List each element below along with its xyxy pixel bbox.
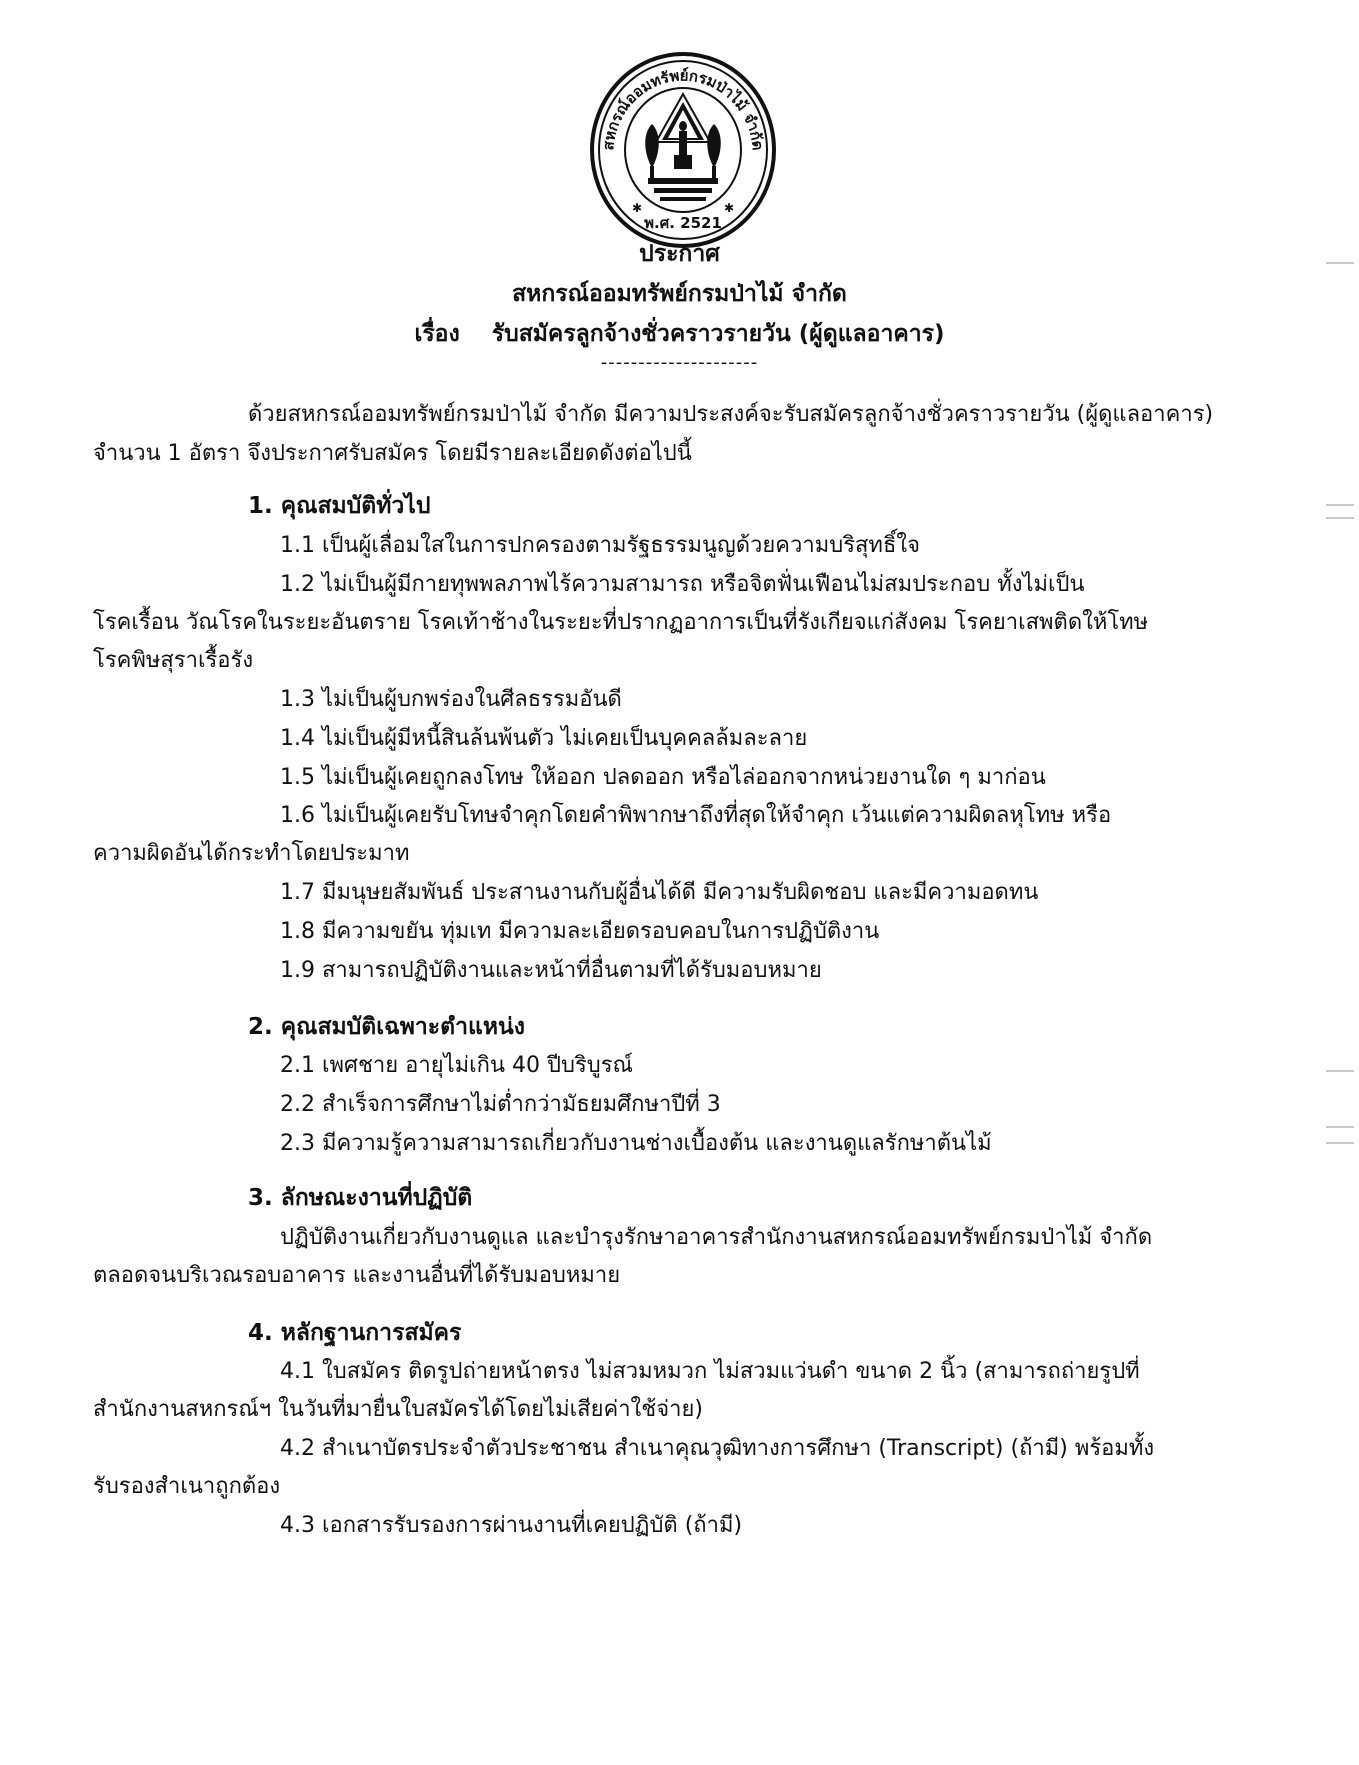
intro-line-2: จำนวน 1 อัตรา จึงประกาศรับสมัคร โดยมีรายละเอียดดังต่อไปนี้ [93,441,692,466]
item-4-2-line-1: 4.2 สำเนาบัตรประจำตัวประชาชน สำเนาคุณวุฒิทางการศึกษา (Transcript) (ถ้ามี) พร้อมทั้ง [280,1436,1155,1461]
item-4-2-line-2: รับรองสำเนาถูกต้อง [93,1474,281,1499]
announcement-subject [0,316,1359,352]
svg-text:✱: ✱ [724,201,735,215]
section-3-title: 3. ลักษณะงานที่ปฏิบัติ [248,1185,473,1211]
organization-name: สหกรณ์ออมทรัพย์กรมป่าไม้ จำกัด [512,281,847,307]
item-2-1: 2.1 เพศชาย อายุไม่เกิน 40 ปีบริบูรณ์ [280,1053,633,1078]
scan-margin-mark [1326,504,1354,506]
item-1-1: 1.1 เป็นผู้เลื่อมใสในการปกครองตามรัฐธรรมนูญด้วยความบริสุทธิ์ใจ [280,533,920,558]
announcement-heading: ประกาศ [639,241,720,267]
item-4-1-line-2: สำนักงานสหกรณ์ฯ ในวันที่มายื่นใบสมัครได้โดยไม่เสียค่าใช้จ่าย) [93,1397,703,1422]
section-4-title: 4. หลักฐานการสมัคร [248,1320,462,1346]
item-4-1-line-1: 4.1 ใบสมัคร ติดรูปถ่ายหน้าตรง ไม่สวมหมวก ไม่สวมแว่นดำ ขนาด 2 นิ้ว (สามารถถ่ายรูปที่ [280,1359,1140,1384]
item-1-8: 1.8 มีความขยัน ทุ่มเท มีความละเอียดรอบคอบในการปฏิบัติงาน [280,919,880,944]
section-3-line-2: ตลอดจนบริเวณรอบอาคาร และงานอื่นที่ได้รับมอบหมาย [93,1263,621,1288]
svg-text:พ.ศ. 2521: พ.ศ. 2521 [644,214,722,232]
section-2-title: 2. คุณสมบัติเฉพาะตำแหน่ง [248,1014,525,1040]
item-1-2-line-3: โรคพิษสุราเรื้อรัง [93,648,254,673]
scan-margin-mark [1326,517,1354,519]
item-1-7: 1.7 มีมนุษยสัมพันธ์ ประสานงานกับผู้อื่นได้ดี มีความรับผิดชอบ และมีความอดทน [280,880,1039,905]
item-2-3: 2.3 มีความรู้ความสามารถเกี่ยวกับงานช่างเบื้องต้น และงานดูแลรักษาต้นไม้ [280,1131,992,1156]
cooperative-seal-logo [588,50,778,250]
item-1-6-line-2: ความผิดอันได้กระทำโดยประมาท [93,841,410,866]
svg-text:สหกรณ์ออมทรัพย์กรมป่าไม้ จำกัด: สหกรณ์ออมทรัพย์กรมป่าไม้ จำกัด [599,66,767,152]
item-1-3: 1.3 ไม่เป็นผู้บกพร่องในศีลธรรมอันดี [280,687,622,712]
scan-margin-mark [1326,1070,1354,1072]
scan-margin-mark [1326,1142,1354,1144]
item-1-2-line-2: โรคเรื้อน วัณโรคในระยะอันตราย โรคเท้าช้างในระยะที่ปรากฏอาการเป็นที่รังเกียจแก่สังคม โรคยาเสพติดให้โทษ [93,610,1149,635]
item-1-4: 1.4 ไม่เป็นผู้มีหนี้สินล้นพ้นตัว ไม่เคยเป็นบุคคลล้มละลาย [280,726,808,751]
scan-margin-mark [1326,262,1354,264]
item-4-3: 4.3 เอกสารรับรองการผ่านงานที่เคยปฏิบัติ (ถ้ามี) [280,1513,743,1538]
svg-text:✱: ✱ [632,201,643,215]
item-1-2-line-1: 1.2 ไม่เป็นผู้มีกายทุพพลภาพไร้ความสามารถ หรือจิตฟั่นเฟือนไม่สมประกอบ ทั้งไม่เป็น [280,572,1085,597]
item-1-6-line-1: 1.6 ไม่เป็นผู้เคยรับโทษจำคุกโดยคำพิพากษาถึงที่สุดให้จำคุก เว้นแต่ความผิดลหุโทษ หรือ [280,803,1112,828]
subject-text: รับสมัครลูกจ้างชั่วคราวรายวัน (ผู้ดูแลอาคาร) [491,321,945,347]
section-3-line-1: ปฏิบัติงานเกี่ยวกับงานดูแล และบำรุงรักษาอาคารสำนักงานสหกรณ์ออมทรัพย์กรมป่าไม้ จำกัด [280,1225,1153,1250]
intro-line-1: ด้วยสหกรณ์ออมทรัพย์กรมป่าไม้ จำกัด มีความประสงค์จะรับสมัครลูกจ้างชั่วคราวรายวัน (ผู้ดูแลอาคาร) [248,402,1214,427]
header-divider: --------------------- [600,352,759,373]
subject-label: เรื่อง [414,321,460,347]
item-1-9: 1.9 สามารถปฏิบัติงานและหน้าที่อื่นตามที่ได้รับมอบหมาย [280,958,822,983]
scan-margin-mark [1326,1126,1354,1128]
item-2-2: 2.2 สำเร็จการศึกษาไม่ต่ำกว่ามัธยมศึกษาปีที่ 3 [280,1092,721,1117]
item-1-5: 1.5 ไม่เป็นผู้เคยถูกลงโทษ ให้ออก ปลดออก หรือไล่ออกจากหน่วยงานใด ๆ มาก่อน [280,765,1046,790]
section-1-title: 1. คุณสมบัติทั่วไป [248,493,431,519]
